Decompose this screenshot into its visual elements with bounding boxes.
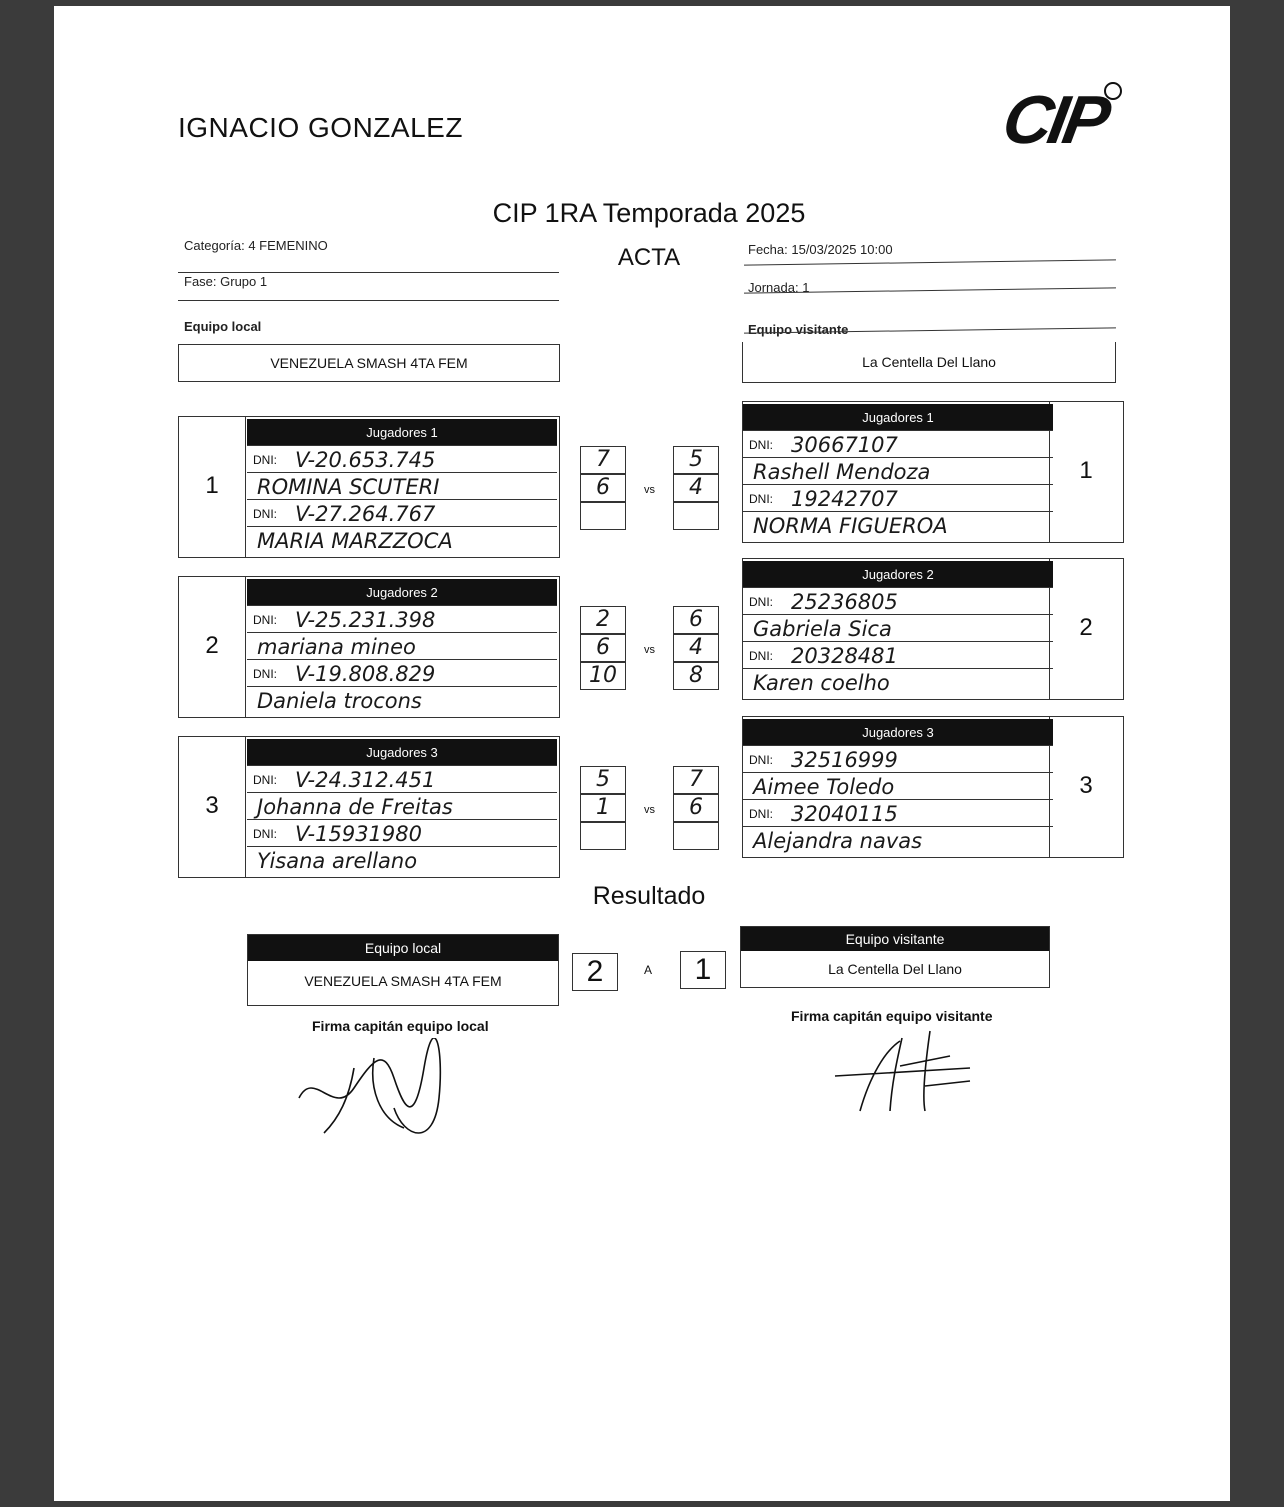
result-local-header: Equipo local <box>248 935 558 961</box>
local-row-dni2 <box>247 819 557 847</box>
dni-label: DNI: <box>749 595 773 609</box>
jornada-field: Jornada: 1 <box>748 280 810 295</box>
local-row-name2 <box>247 846 557 874</box>
local-signature-label: Firma capitán equipo local <box>312 1018 489 1034</box>
player-name: ROMINA SCUTERI <box>257 475 440 499</box>
local-row-name2 <box>247 526 557 554</box>
visitante-players-header: Jugadores 2 <box>743 561 1053 587</box>
player-name: Karen coelho <box>753 671 890 695</box>
result-visitante-team: La Centella Del Llano <box>828 961 962 977</box>
local-set-score: 7 <box>580 446 626 474</box>
fase-field: Fase: Grupo 1 <box>184 274 268 289</box>
visitante-players-header: Jugadores 1 <box>743 404 1053 430</box>
local-row-name1 <box>247 632 557 660</box>
dni-label: DNI: <box>253 507 277 521</box>
player-name: Rashell Mendoza <box>753 460 931 484</box>
visitante-set-score: 6 <box>673 606 719 634</box>
document-page <box>54 6 1230 1501</box>
player-dni: 25236805 <box>791 590 898 614</box>
visitante-row-name1 <box>743 457 1053 485</box>
vs-label: vs <box>644 804 655 816</box>
document-title: CIP 1RA Temporada 2025 <box>492 198 806 228</box>
visitante-pair-block <box>742 558 1124 700</box>
visitante-row-dni2 <box>743 641 1053 669</box>
player-name: Daniela trocons <box>257 689 422 713</box>
result-title: Resultado <box>592 882 706 910</box>
player-dni: 20328481 <box>791 644 898 668</box>
result-visitante-box <box>740 926 1050 988</box>
dni-label: DNI: <box>253 613 277 627</box>
player-name: mariana mineo <box>257 635 416 659</box>
local-captain-signature <box>294 1038 464 1148</box>
categoria-field: Categoría: 4 FEMENINO <box>184 238 328 253</box>
local-set-score: 5 <box>580 766 626 794</box>
local-set-score: 10 <box>580 662 626 690</box>
result-a-label: A <box>644 963 653 977</box>
player-dni: V-24.312.451 <box>295 768 436 792</box>
visitante-row-dni2 <box>743 484 1053 512</box>
local-players-header: Jugadores 1 <box>247 419 557 445</box>
visitante-row-dni1 <box>743 745 1053 773</box>
fecha-field: Fecha: 15/03/2025 10:00 <box>748 242 893 257</box>
dni-label: DNI: <box>749 649 773 663</box>
local-set-score: 6 <box>580 474 626 502</box>
player-dni: 32516999 <box>791 748 898 772</box>
visitante-pair-block <box>742 716 1124 858</box>
player-name: NORMA FIGUEROA <box>753 514 948 538</box>
player-name: Aimee Toledo <box>753 775 895 799</box>
visitante-pair-block <box>742 401 1124 543</box>
result-local-score: 2 <box>572 953 618 991</box>
player-dni: V-27.264.767 <box>295 502 436 526</box>
visitante-signature-label: Firma capitán equipo visitante <box>791 1008 993 1024</box>
local-row-dni1 <box>247 445 557 473</box>
player-dni: 32040115 <box>791 802 898 826</box>
local-row-dni1 <box>247 605 557 633</box>
fecha-underline <box>744 259 1116 265</box>
player-dni: V-25.231.398 <box>295 608 436 632</box>
visitante-match-number: 3 <box>1079 772 1093 799</box>
result-local-team: VENEZUELA SMASH 4TA FEM <box>304 973 502 989</box>
dni-label: DNI: <box>253 667 277 681</box>
visitante-set-score: 7 <box>673 766 719 794</box>
player-name: IGNACIO GONZALEZ <box>178 112 463 143</box>
local-row-name1 <box>247 792 557 820</box>
visitante-team-name: La Centella Del Llano <box>862 354 996 370</box>
result-local-box <box>247 934 559 1006</box>
local-match-number: 2 <box>205 632 219 659</box>
player-dni: V-20.653.745 <box>295 448 436 472</box>
player-dni: V-15931980 <box>295 822 423 846</box>
local-row-dni1 <box>247 765 557 793</box>
visitante-match-number: 2 <box>1079 614 1093 641</box>
player-name: MARIA MARZZOCA <box>257 529 453 553</box>
local-column-divider <box>245 737 246 877</box>
local-set-score: 1 <box>580 794 626 822</box>
visitante-row-name1 <box>743 772 1053 800</box>
local-set-score <box>580 822 626 850</box>
cip-logo-text: CIP <box>997 82 1113 158</box>
result-visitante-header: Equipo visitante <box>741 927 1049 951</box>
visitante-row-dni2 <box>743 799 1053 827</box>
cip-logo <box>997 72 1124 168</box>
visitante-row-name2 <box>743 826 1053 854</box>
player-name: Johanna de Freitas <box>257 795 453 819</box>
vs-label: vs <box>644 644 655 656</box>
categoria-underline <box>178 272 559 273</box>
local-pair-block <box>178 736 560 878</box>
local-column-divider <box>245 577 246 717</box>
player-dni: 19242707 <box>791 487 898 511</box>
visitante-row-name1 <box>743 614 1053 642</box>
result-visitante-score: 1 <box>680 951 726 989</box>
visitante-set-score: 8 <box>673 662 719 690</box>
visitante-set-score <box>673 502 719 530</box>
dni-label: DNI: <box>253 773 277 787</box>
visitante-match-number: 1 <box>1079 457 1093 484</box>
local-pair-block <box>178 576 560 718</box>
visitante-set-score: 4 <box>673 634 719 662</box>
player-dni: 30667107 <box>791 433 898 457</box>
visitante-row-dni1 <box>743 587 1053 615</box>
local-match-number: 3 <box>205 792 219 819</box>
visitante-row-dni1 <box>743 430 1053 458</box>
dni-label: DNI: <box>749 492 773 506</box>
local-column-divider <box>245 417 246 557</box>
dni-label: DNI: <box>749 753 773 767</box>
local-team-box <box>178 344 560 382</box>
document-subtitle: ACTA <box>617 244 681 271</box>
visitante-captain-signature <box>830 1026 980 1116</box>
local-pair-block <box>178 416 560 558</box>
visitante-set-score: 6 <box>673 794 719 822</box>
visitante-players-header: Jugadores 3 <box>743 719 1053 745</box>
local-team-label: Equipo local <box>184 319 262 334</box>
visitante-row-name2 <box>743 668 1053 696</box>
vs-label: vs <box>644 484 655 496</box>
visitante-row-name2 <box>743 511 1053 539</box>
ball-icon <box>1104 82 1122 100</box>
local-team-name: VENEZUELA SMASH 4TA FEM <box>270 355 468 371</box>
visitante-set-score <box>673 822 719 850</box>
local-row-name2 <box>247 686 557 714</box>
dni-label: DNI: <box>253 827 277 841</box>
player-name: Gabriela Sica <box>753 617 892 641</box>
visitante-set-score: 4 <box>673 474 719 502</box>
player-dni: V-19.808.829 <box>295 662 436 686</box>
local-row-name1 <box>247 472 557 500</box>
local-players-header: Jugadores 3 <box>247 739 557 765</box>
visitante-team-box <box>742 342 1116 383</box>
local-match-number: 1 <box>205 472 219 499</box>
local-set-score <box>580 502 626 530</box>
dni-label: DNI: <box>749 807 773 821</box>
visitante-team-label: Equipo visitante <box>748 322 849 337</box>
player-name: Alejandra navas <box>753 829 923 853</box>
fase-underline <box>178 300 559 301</box>
player-name: Yisana arellano <box>257 849 418 873</box>
local-set-score: 6 <box>580 634 626 662</box>
visitante-set-score: 5 <box>673 446 719 474</box>
dni-label: DNI: <box>749 438 773 452</box>
local-row-dni2 <box>247 659 557 687</box>
local-players-header: Jugadores 2 <box>247 579 557 605</box>
local-row-dni2 <box>247 499 557 527</box>
local-set-score: 2 <box>580 606 626 634</box>
dni-label: DNI: <box>253 453 277 467</box>
